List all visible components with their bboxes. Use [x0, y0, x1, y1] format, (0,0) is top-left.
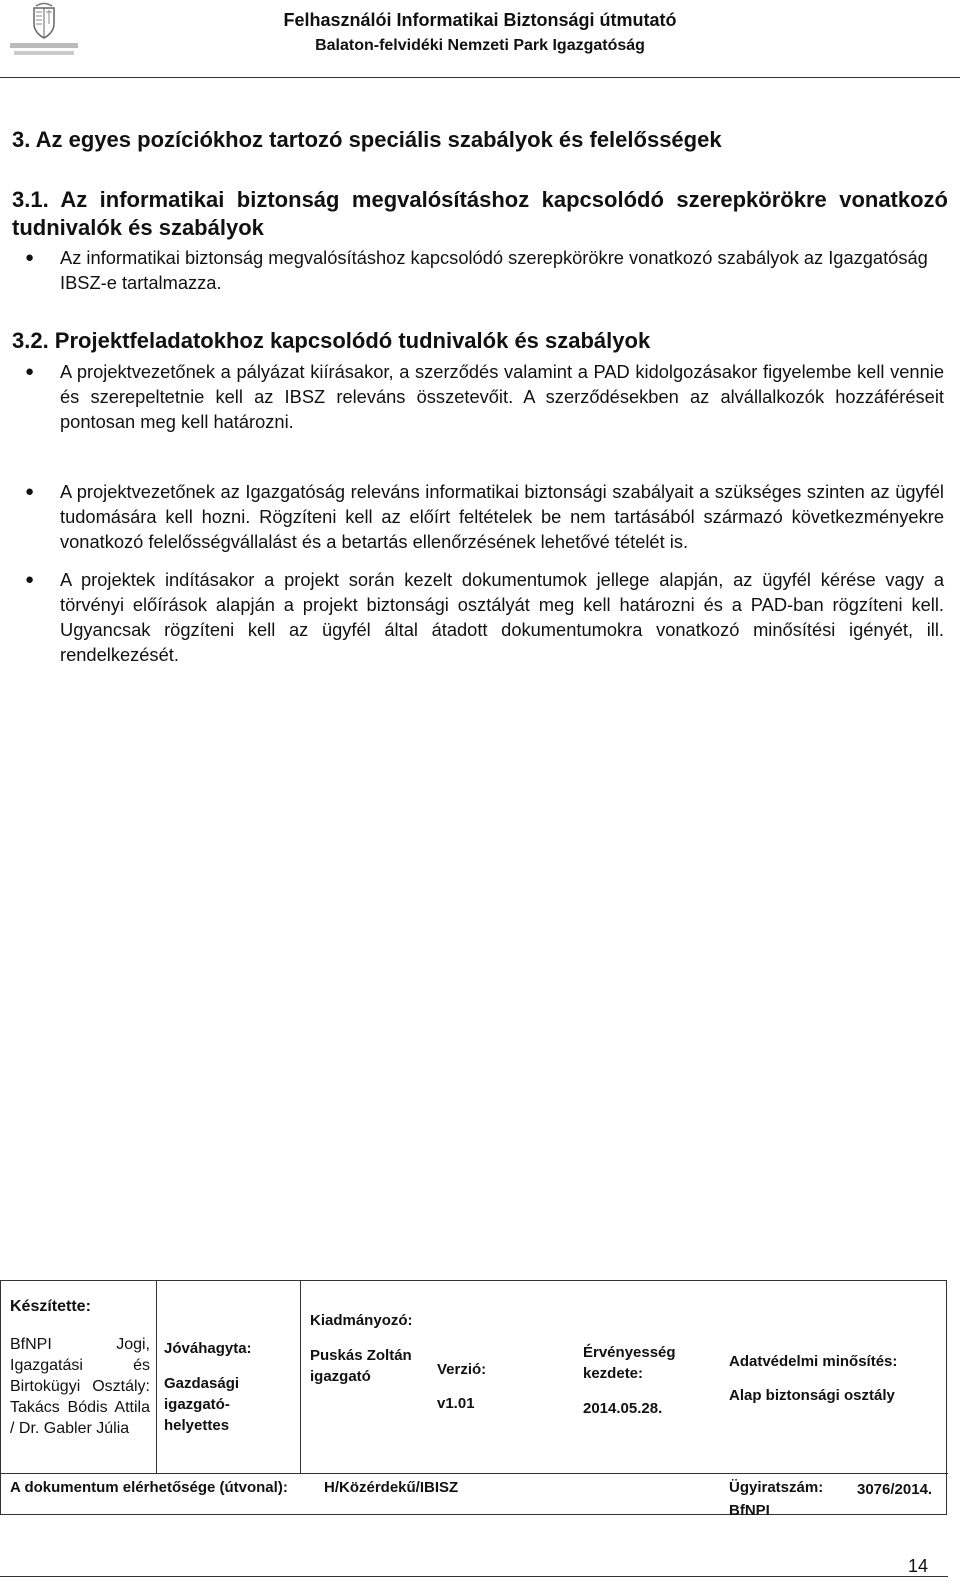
issuer-label: Kiadmányozó:	[310, 1312, 413, 1329]
privacy-label: Adatvédelmi minősítés:	[729, 1353, 898, 1370]
page-number: 14	[908, 1556, 929, 1576]
approved-value: Gazdasági igazgató-helyettes	[164, 1375, 240, 1434]
bullet-icon: ●	[25, 249, 35, 266]
prepared-value: BfNPI Jogi, Igazgatási és Birtokügyi Osztály: Takács Bódis Attila / Dr. Gabler Júlia	[10, 1336, 150, 1437]
list-item	[25, 479, 944, 554]
list-item	[25, 245, 944, 295]
valid-from-label: Érvényesség kezdete:	[583, 1344, 676, 1382]
header-subtitle: Balaton-felvidéki Nemzeti Park Igazgatóság	[315, 37, 645, 54]
list-item	[25, 567, 944, 667]
version-value: v1.01	[437, 1395, 475, 1412]
document-footer-table	[0, 1280, 948, 1519]
approved-label: Jóváhagyta:	[164, 1340, 252, 1357]
path-label: A dokumentum elérhetősége (útvonal):	[10, 1479, 288, 1496]
subsection-2-heading: 3.2. Projektfeladatokhoz kapcsolódó tudnivalók és szabályok	[12, 328, 651, 353]
header-divider	[0, 77, 960, 78]
section-heading: 3. Az egyes pozíciókhoz tartozó speciális szabályok és felelősségek	[12, 127, 722, 152]
file-number-value: 3076/2014. BfNPI	[729, 1481, 933, 1519]
bullet-icon: ●	[25, 571, 35, 588]
path-value: H/Közérdekű/IBISZ	[324, 1479, 459, 1496]
list-item-text: Az informatikai biztonság megvalósításhoz kapcsolódó szerepkörökre vonatkozó szabályok az Igazgatóság IBSZ-e tartalmazza.	[60, 247, 928, 293]
list-item-text: A projektek indításakor a projekt során kezelt dokumentumok jellege alapján, az ügyfél kérése vagy a törvényi előírások alapján a projekt biztonsági osztályát meg kell határozni és a PAD-ban rögzíteni kell. Ugyancsak rögzíteni kell az ügyfél által átadott dokumentumokra vonatkozó minősítési igényét, ill. rendelkezését.	[60, 569, 944, 665]
bullet-icon: ●	[25, 483, 35, 500]
bullet-icon: ●	[25, 363, 35, 380]
file-number-label: Ügyiratszám:	[729, 1479, 824, 1496]
page-bottom-divider	[0, 1576, 948, 1577]
issuer-value: Puskás Zoltán igazgató	[310, 1347, 412, 1385]
version-label: Verzió:	[437, 1361, 487, 1378]
privacy-value: Alap biztonsági osztály	[729, 1387, 895, 1404]
list-item-text: A projektvezetőnek az Igazgatóság releváns informatikai biztonsági szabályait a szükséges szinten az ügyfél tudomására kell hozni. Rögzíteni kell az előírt feltételek be nem tartásából származó következményekre vonatkozó felelősségvállalást és a betartás ellenőrzésének lehetővé tételét is.	[60, 481, 944, 552]
subsection-1-heading: 3.1. Az informatikai biztonság megvalósításhoz kapcsolódó szerepkörökre vonatkozó tudnivalók és szabályok	[12, 187, 948, 240]
header-title: Felhasználói Informatikai Biztonsági útmutató	[283, 10, 677, 30]
prepared-label: Készítette:	[10, 1298, 91, 1315]
list-item-text: A projektvezetőnek a pályázat kiírásakor, a szerződés valamint a PAD kidolgozásakor figyelembe kell vennie és szerepeltetnie kell az IBSZ releváns összetevőit. A szerződésekben az alvállalkozók hozzáféréseit pontosan meg kell határozni.	[60, 361, 944, 432]
list-item	[25, 359, 944, 434]
valid-from-value: 2014.05.28.	[583, 1400, 663, 1417]
